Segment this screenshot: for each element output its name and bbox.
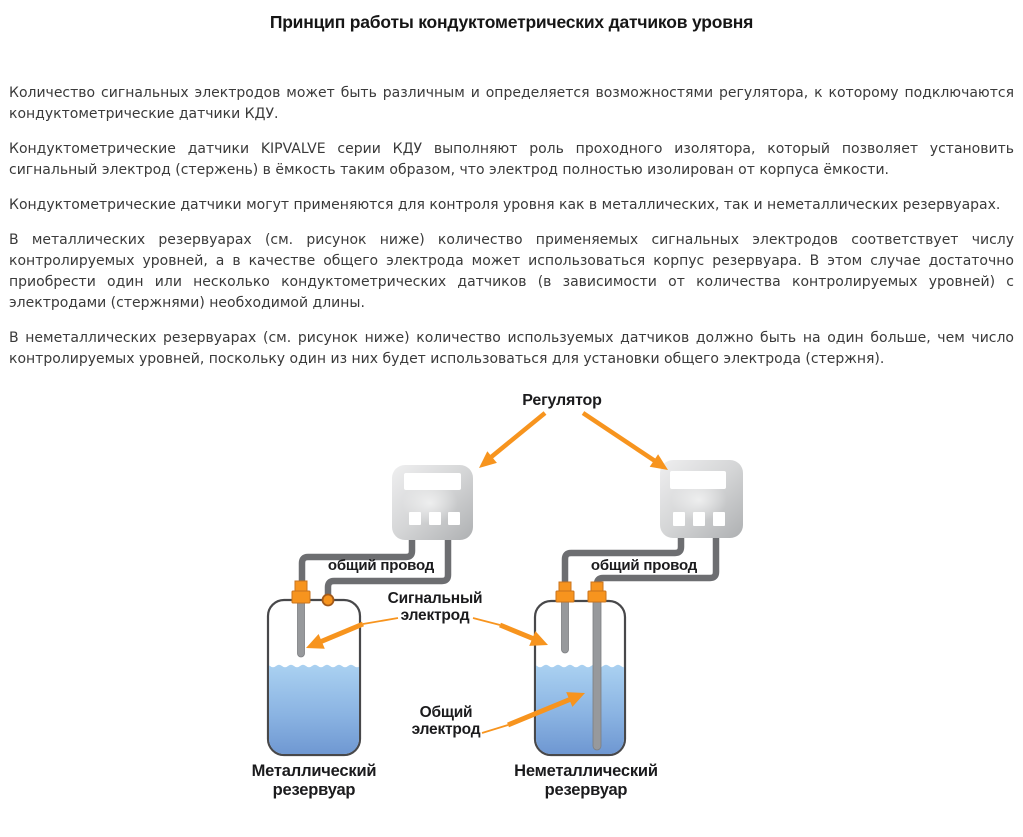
metal-tank-label (229, 762, 399, 799)
page-title: Принцип работы кондуктометрических датчиков уровня (269, 12, 754, 32)
common-wire-contact-dot (323, 595, 334, 606)
diagram (0, 385, 1023, 837)
nonmetal-tank-label (501, 762, 671, 799)
paragraph-3: Кондуктометрические датчики могут применяются для контроля уровня как в металлических, так и неметаллических резервуарах. (9, 197, 1001, 213)
paragraph-1: Количество сигнальных электродов может быть различным и определяется возможностями регулятора, к которому подключаются кондуктометрические датчики КДУ. (9, 85, 1014, 122)
right-common-electrode-rod (593, 592, 601, 750)
nonmetal-tank-label-line1: Неметаллический (514, 762, 658, 780)
regulator-button (713, 512, 725, 526)
common-electrode-label-line1: Общий (419, 704, 473, 721)
left-common-wire-label: общий провод (327, 557, 435, 574)
metal-tank-label-line1: Металлический (251, 762, 377, 780)
regulator-label: Регулятор (522, 392, 602, 409)
regulator-display (670, 471, 726, 489)
regulator-button (673, 512, 685, 526)
left-tank (262, 600, 366, 757)
paragraph-2: Кондуктометрические датчики KIPVALVE серии КДУ выполняют роль проходного изолятора, который позволяет установить сигнальный электрод (стержень) в ёмкость таким образом, что электрод полностью изолирован от корпуса ёмкости. (9, 141, 1014, 178)
left-tank-water (262, 665, 366, 757)
regulator-button (448, 512, 460, 525)
signal-electrode-label-line1: Сигнальный (387, 590, 483, 607)
right-common-electrode-plug (588, 582, 606, 602)
paragraph-4: В металлических резервуарах (см. рисунок ниже) количество применяемых сигнальных электродов соответствует числу контролируемых уровней, а в качестве общего электрода может использоваться корпус резервуара. В этом случае достаточно приобрести один или несколько кондуктометрических датчиков (в зависимости от количества контролируемых уровней) с электродами (стержнями) необходимой длины. (9, 232, 1014, 311)
paragraph-5: В неметаллических резервуарах (см. рисунок ниже) количество используемых датчиков должно быть на один больше, чем число контролируемых уровней, поскольку один из них будет использоваться для установки общего электрода (стержня). (9, 330, 1014, 367)
article-text (9, 12, 1014, 384)
common-electrode-label-line2: электрод (411, 721, 481, 738)
right-signal-electrode-plug (556, 582, 574, 602)
right-tank (529, 601, 633, 756)
right-regulator-device (660, 460, 743, 538)
left-electrode-plug (292, 581, 310, 603)
right-common-wire-label: общий провод (590, 557, 698, 574)
regulator-button (429, 512, 441, 525)
signal-electrode-label-line2: электрод (400, 607, 470, 624)
signal-electrode-label (365, 590, 505, 624)
metal-tank-label-line2: резервуар (272, 780, 356, 799)
nonmetal-tank-label-line2: резервуар (544, 780, 628, 799)
regulator-pointer-arrows (479, 413, 668, 470)
common-electrode-label (376, 704, 516, 738)
regulator-button (409, 512, 421, 525)
regulator-display (404, 473, 461, 490)
regulator-button (693, 512, 705, 526)
left-regulator-device (392, 465, 473, 540)
